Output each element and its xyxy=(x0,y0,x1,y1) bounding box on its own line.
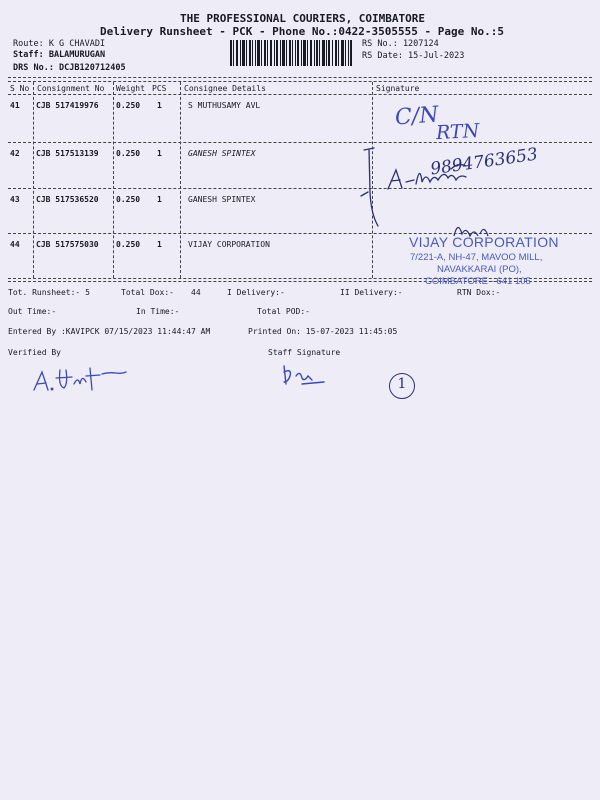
verified-by-label: Verified By xyxy=(8,348,61,357)
rtn-dox: RTN Dox:- xyxy=(457,288,501,297)
staff-signature-label: Staff Signature xyxy=(268,348,341,357)
total-runsheet: Tot. Runsheet:- 5 xyxy=(8,288,90,297)
in-time: In Time:- xyxy=(136,307,180,316)
row-consignment: CJB 517419976 xyxy=(36,101,99,110)
row-pcs: 1 xyxy=(157,195,162,204)
row-sno: 44 xyxy=(10,240,20,249)
rs-number: RS No.: 1207124 xyxy=(362,39,439,49)
total-dox-value: 44 xyxy=(191,288,201,297)
stamp-address-line3: COIMBATORE - 641 105 xyxy=(425,276,531,287)
rs-date: RS Date: 15-Jul-2023 xyxy=(362,51,465,61)
total-pod: Total POD:- xyxy=(257,307,310,316)
stamp-address-line2: NAVAKKARAI (PO), xyxy=(437,264,522,275)
row-pcs: 1 xyxy=(157,149,162,158)
staff: Staff: BALAMURUGAN xyxy=(13,50,106,60)
verifier-signature xyxy=(28,362,132,398)
out-time: Out Time:- xyxy=(8,307,57,316)
column-divider xyxy=(180,82,181,278)
printed-on: Printed On: 15-07-2023 11:45:05 xyxy=(248,327,398,336)
row-sno: 41 xyxy=(10,101,20,110)
row-weight: 0.250 xyxy=(116,240,141,249)
company-name: THE PROFESSIONAL COURIERS, COIMBATORE xyxy=(180,12,426,25)
row-consignee: S MUTHUSAMY AVL xyxy=(188,101,261,110)
row-consignee: VIJAY CORPORATION xyxy=(188,240,270,249)
row-consignment: CJB 517575030 xyxy=(36,240,99,249)
column-divider xyxy=(33,82,34,278)
column-header-pcs: PCS xyxy=(152,84,167,93)
entered-by: Entered By :KAVIPCK 07/15/2023 11:44:47 AM xyxy=(8,327,211,336)
circled-number-text: 1 xyxy=(397,376,407,392)
row-weight: 0.250 xyxy=(116,101,141,110)
column-header-signature: Signature xyxy=(376,84,420,93)
i-delivery: I Delivery:- xyxy=(227,288,285,297)
row-consignment: CJB 517513139 xyxy=(36,149,99,158)
column-header-weight: Weight xyxy=(116,84,145,93)
table-header-divider xyxy=(8,94,592,95)
total-dox-label: Total Dox:- xyxy=(121,288,174,297)
barcode xyxy=(230,40,352,66)
row-sno: 43 xyxy=(10,195,20,204)
row-divider xyxy=(8,142,592,143)
row-weight: 0.250 xyxy=(116,149,141,158)
row-pcs: 1 xyxy=(157,240,162,249)
table-top-border xyxy=(8,77,592,78)
route: Route: K G CHAVADI xyxy=(13,39,106,49)
runsheet-subtitle: Delivery Runsheet - PCK - Phone No.:0422-3505555 - Page No.:5 xyxy=(100,25,504,38)
stamp-address-line1: 7/221-A, NH-47, MAVOO MILL, xyxy=(410,252,543,263)
column-header-consignee: Consignee Details xyxy=(184,84,266,93)
table-top-border-inner xyxy=(8,81,592,82)
circled-number xyxy=(389,373,415,399)
handwritten-rtn: RTN xyxy=(435,119,480,145)
stamp-company-name: VIJAY CORPORATION xyxy=(409,234,559,250)
row-consignment: CJB 517536520 xyxy=(36,195,99,204)
row-sno: 42 xyxy=(10,149,20,158)
row-consignee: GANESH SPINTEX xyxy=(188,195,256,204)
ii-delivery: II Delivery:- xyxy=(340,288,403,297)
drs-number: DRS No.: DCJB120712405 xyxy=(13,63,126,73)
column-header-sno: S No xyxy=(10,84,30,93)
column-header-consignment: Consignment No xyxy=(37,84,105,93)
staff-signature xyxy=(280,362,330,388)
row-pcs: 1 xyxy=(157,101,162,110)
column-divider xyxy=(113,82,114,278)
handwritten-cn: C/N xyxy=(394,102,440,131)
handwritten-phone: 9894763653 xyxy=(429,144,540,180)
row-consignee: GANESH SPINTEX xyxy=(188,149,256,158)
row-weight: 0.250 xyxy=(116,195,141,204)
